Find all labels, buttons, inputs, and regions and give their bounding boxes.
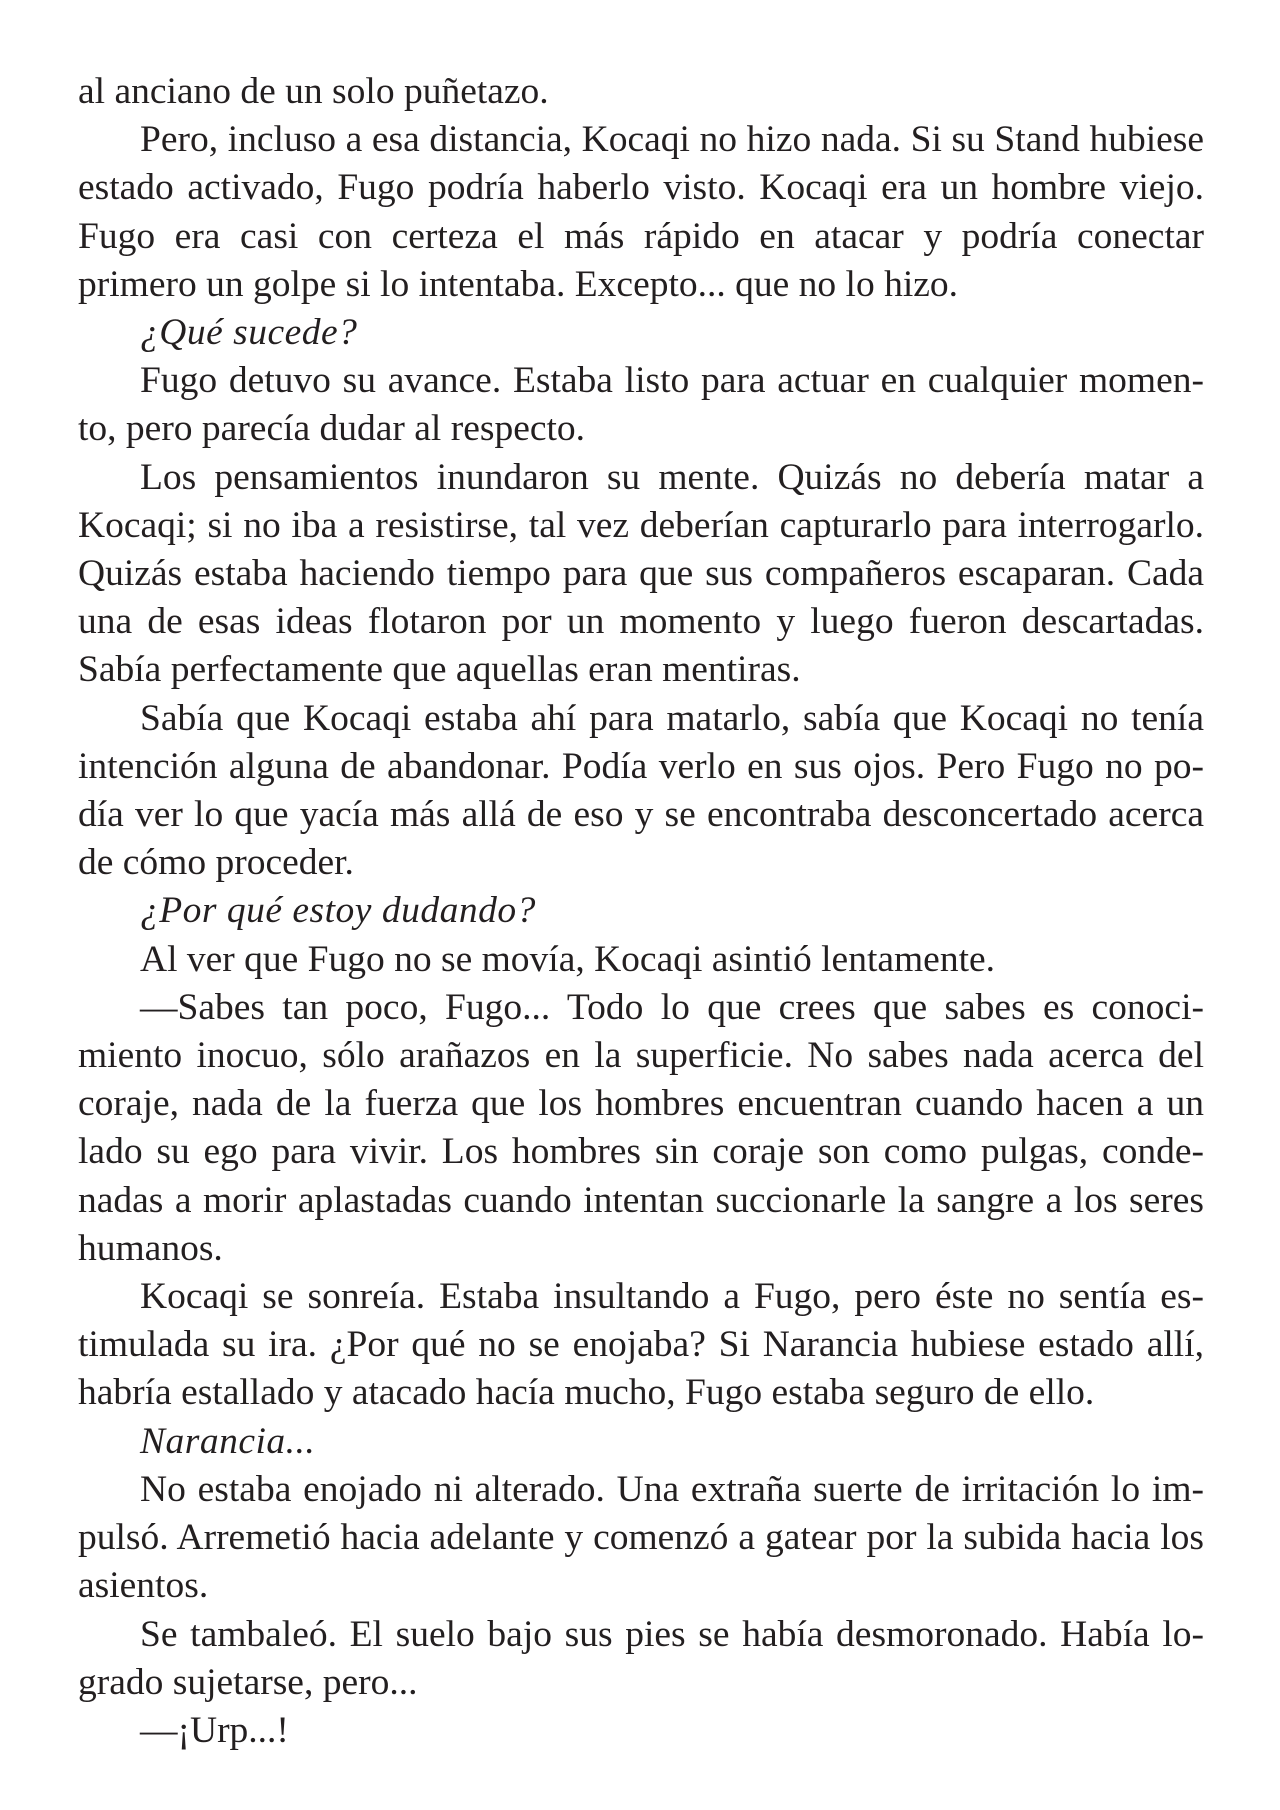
- paragraph: Sabía que Kocaqi estaba ahí para matarlo, sabía que Kocaqi no tenía intención alguna de abandonar. Podía verlo en sus ojos. Pero Fugo no podía ver lo que yacía más allá de eso y se encontraba desconcertado acerca de cómo proceder.: [78, 697, 1204, 884]
- paragraph: No estaba enojado ni alterado. Una extraña suerte de irritación lo impulsó. Arremetió hacia adelante y comenzó a gatear por la subida hacia los asientos.: [78, 1468, 1204, 1607]
- italic-thought: ¿Por qué estoy dudando?: [140, 890, 536, 932]
- paragraph: Se tambaleó. El suelo bajo sus pies se había desmoronado. Había logrado sujetarse, pero...: [78, 1613, 1204, 1703]
- dialogue-paragraph: —Sabes tan poco, Fugo... Todo lo que crees que sabes es conocimiento inocuo, sólo arañazos en la superficie. No sabes nada acerca del coraje, nada de la fuerza que los hombres encuentran cuando hacen a un lado su ego para vivir. Los hombres sin coraje son como pulgas, condenadas a morir aplastadas cuando intentan succionarle la sangre a los seres humanos.: [78, 986, 1204, 1269]
- italic-thought: Narancia...: [140, 1420, 316, 1462]
- paragraph: Al ver que Fugo no se movía, Kocaqi asintió lentamente.: [140, 938, 996, 980]
- paragraph: Fugo detuvo su avance. Estaba listo para actuar en cualquier momento, pero parecía dudar al respecto.: [78, 360, 1204, 450]
- paragraph: Los pensamientos inundaron su mente. Quizás no debería matar a Kocaqi; si no iba a resistirse, tal vez deberían capturarlo para interrogarlo. Quizás estaba haciendo tiempo para que sus compañeros escaparan. Cada una de esas ideas flotaron por un momento y luego fueron descartadas. Sabía perfectamente que aquellas eran mentiras.: [78, 456, 1204, 691]
- paragraph: Kocaqi se sonreía. Estaba insultando a Fugo, pero éste no sentía estimulada su ira. ¿Por qué no se enojaba? Si Narancia hubiese estado allí, habría estallado y atacado hacía mucho, Fugo estaba seguro de ello.: [78, 1276, 1204, 1414]
- italic-thought: ¿Qué sucede?: [140, 312, 358, 354]
- paragraph: Pero, incluso a esa distancia, Kocaqi no hizo nada. Si su Stand hubiese estado activado, Fugo podría haberlo visto. Kocaqi era un hombre viejo. Fugo era casi con certeza el más rápido en atacar y podría conectar primero un golpe si lo intentaba. Excepto... que no lo hizo.: [78, 119, 1204, 305]
- dialogue-paragraph: —¡Urp...!: [140, 1709, 289, 1751]
- paragraph-continuation: al anciano de un solo puñetazo.: [78, 71, 549, 112]
- book-page: [78, 68, 1204, 1755]
